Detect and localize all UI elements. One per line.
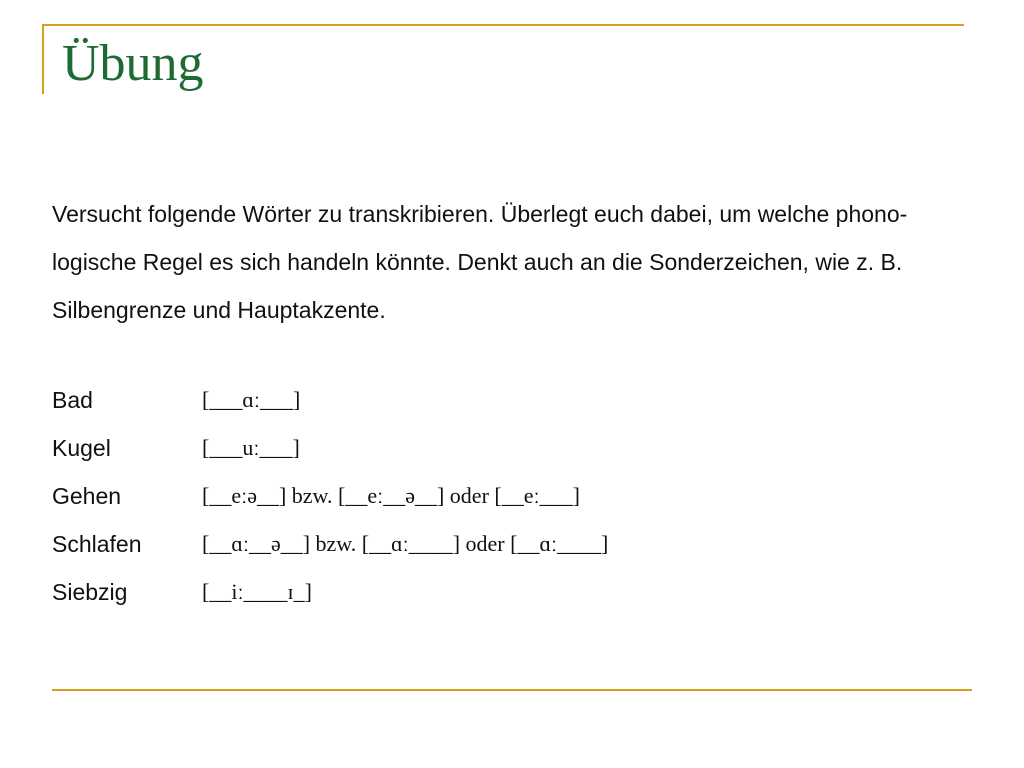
- word: Kugel: [52, 434, 111, 461]
- instructions-line: logische Regel es sich handeln könnte. Denkt auch an die Sonderzeichen, wie z. B.: [52, 249, 903, 275]
- bottom-rule: [52, 689, 972, 691]
- word-list: [52, 376, 952, 616]
- transcription: [___ɑː___]: [202, 387, 301, 412]
- left-accent-rule: [42, 24, 44, 94]
- word-row: [52, 520, 952, 568]
- word: Schlafen: [52, 530, 142, 557]
- transcription: [___uː___]: [202, 435, 300, 460]
- instructions-text: [52, 190, 1002, 334]
- word: Bad: [52, 386, 93, 413]
- word-row: [52, 568, 952, 616]
- word: Gehen: [52, 482, 122, 509]
- slide-title: Übung: [62, 35, 204, 92]
- top-rule: [42, 24, 964, 26]
- transcription: [__ɑː__ə__] bzw. [__ɑː____] oder [__ɑː____]: [202, 531, 609, 556]
- word: Siebzig: [52, 578, 128, 605]
- transcription: [__iː____ɪ_]: [202, 579, 312, 604]
- instructions-line: Silbengrenze und Hauptakzente.: [52, 297, 386, 323]
- word-row: [52, 424, 952, 472]
- word-row: [52, 472, 952, 520]
- instructions-line: Versucht folgende Wörter zu transkribieren. Überlegt euch dabei, um welche phono-: [52, 201, 908, 227]
- transcription: [__eːə__] bzw. [__eː__ə__] oder [__eː___]: [202, 483, 580, 508]
- word-row: [52, 376, 952, 424]
